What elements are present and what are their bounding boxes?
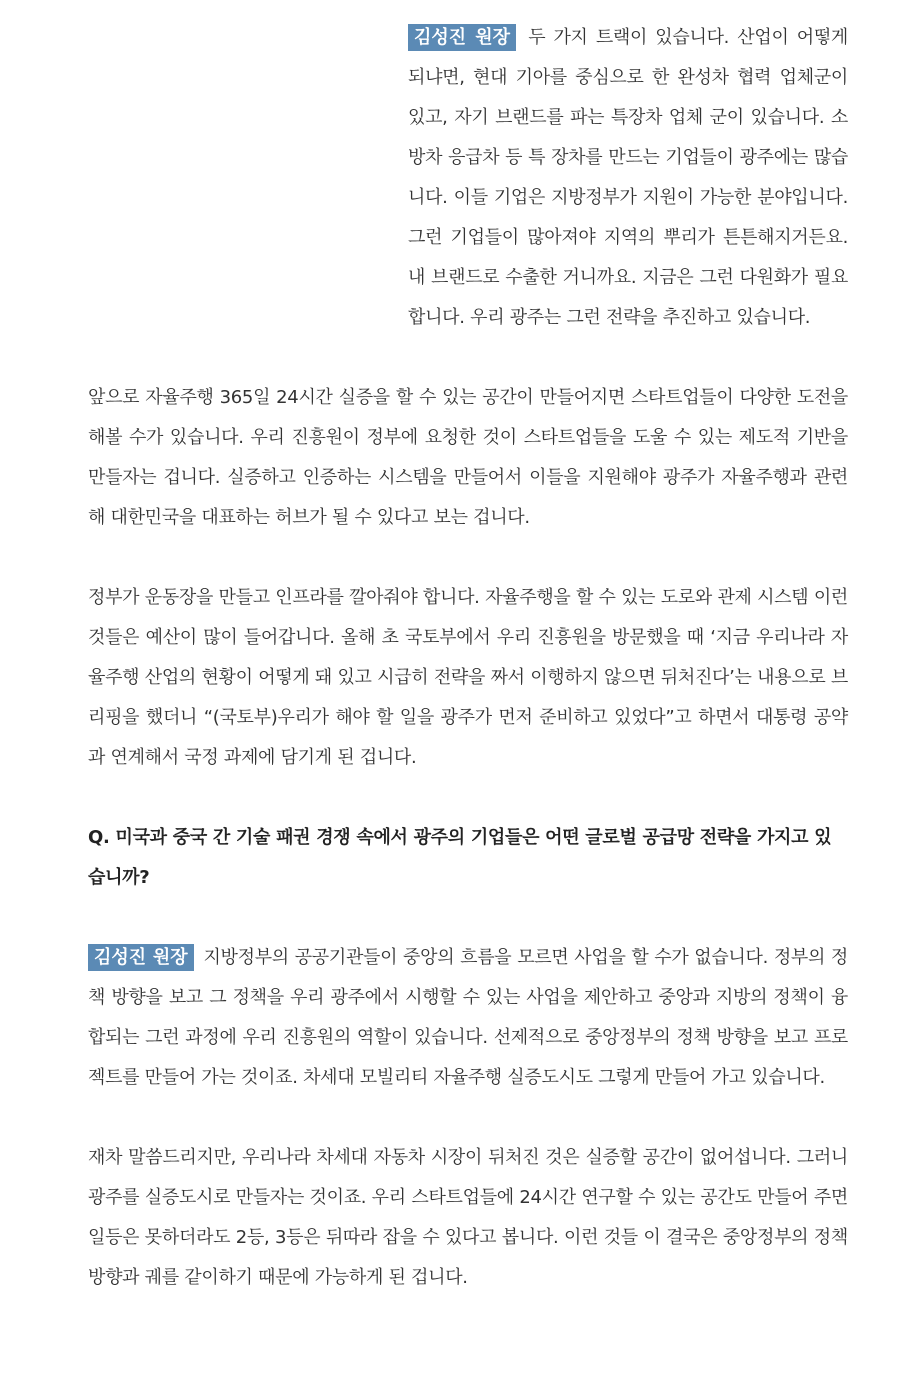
answer-paragraph-4 — [88, 938, 848, 1098]
left-image-gap — [88, 18, 408, 338]
article-body — [88, 18, 848, 1338]
answer-paragraph-3: 정부가 운동장을 만들고 인프라를 깔아줘야 합니다. 자율주행을 할 수 있는 도로와 관제 시스템 이런 것들은 예산이 많이 들어갑니다. 올해 초 국토부에서 우리 진흥원을 방문했을 때 ‘지금 우리나라 자율주행 산업의 현황이 어떻게 돼 있고 시급히 전략을 짜서 이행하지 않으면 뒤처진다’는 내용으로 브리핑을 했더니 “(국토부)우리가 해야 할 일을 광주가 먼저 준비하고 있었다”고 하면서 대통령 공약과 연계해서 국정 과제에 담기게 된 겁니다. — [88, 587, 848, 768]
answer-text: 두 가지 트랙이 있습니다. 산업이 어떻게 되냐면, 현대 기아를 중심으로 한 완성차 협력 업체군이 있고, 자기 브랜드를 파는 특장차 업체 군이 있습니다. 소방차 응급차 등 특 장차를 만드는 기업들이 광주에는 많습니다. 이들 기업은 지방정부가 지원이 가능한 분야입니다. 그런 기업들이 많아져야 지역의 뿌리가 튼튼해지거든요. 내 브랜드로 수출한 거니까요. 지금은 그런 다원화가 필요합니다. 우리 광주는 그런 전략을 추진하고 있습니다. — [408, 27, 848, 328]
answer-text: 지방정부의 공공기관들이 중앙의 흐름을 모르면 사업을 할 수가 없습니다. 정부의 정책 방향을 보고 그 정책을 우리 광주에서 시행할 수 있는 사업을 제안하고 중앙과 지방의 정책이 융합되는 그런 과정에 우리 진흥원의 역할이 있습니다. 선제적으로 중앙정부의 정책 방향을 보고 프로젝트를 만들어 가는 것이죠. 차세대 모빌리티 자율주행 실증도시도 그렇게 만들어 가고 있습니다. — [88, 947, 848, 1088]
speaker-tag: 김성진 원장 — [88, 944, 194, 971]
answer-paragraph-5: 재차 말씀드리지만, 우리나라 차세대 자동차 시장이 뒤처진 것은 실증할 공간이 없어섭니다. 그러니 광주를 실증도시로 만들자는 것이죠. 우리 스타트업들에 24시간 연구할 수 있는 공간도 만들어 주면 일등은 못하더라도 2등, 3등은 뒤따라 잡을 수 있다고 봅니다. 이런 것들 이 결국은 중앙정부의 정책 방향과 궤를 같이하기 때문에 가능하게 된 겁니다. — [88, 1147, 848, 1288]
speaker-tag: 김성진 원장 — [408, 24, 516, 51]
answer-paragraph-2: 앞으로 자율주행 365일 24시간 실증을 할 수 있는 공간이 만들어지면 스타트업들이 다양한 도전을 해볼 수가 있습니다. 우리 진흥원이 정부에 요청한 것이 스타트업들을 도울 수 있는 제도적 기반을 만들자는 겁니다. 실증하고 인증하는 시스템을 만들어서 이들을 지원해야 광주가 자율주행과 관련해 대한민국을 대표하는 허브가 될 수 있다고 보는 겁니다. — [88, 387, 848, 528]
interview-question: Q. 미국과 중국 간 기술 패권 경쟁 속에서 광주의 기업들은 어떤 글로벌 공급망 전략을 가지고 있습니까? — [88, 827, 832, 888]
